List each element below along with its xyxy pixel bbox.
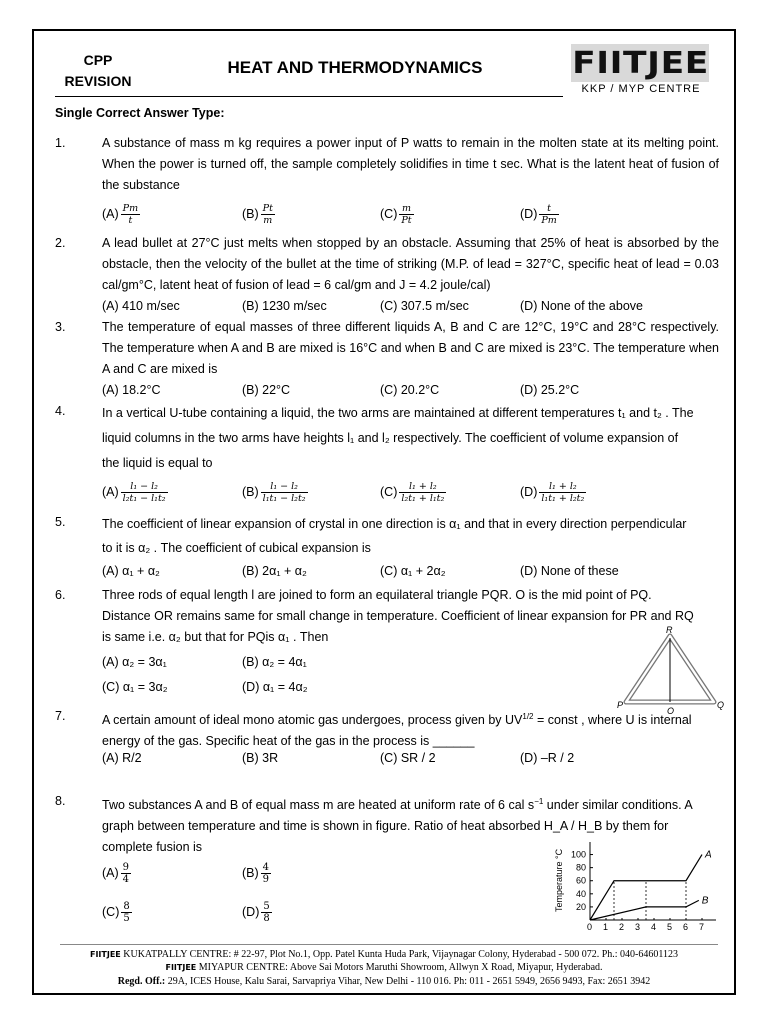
x-tick-label: 0 [587,922,593,932]
option-b: (B) $\frac{\text{l₁ − l₂}}{\text{l₁t₁ − l₂t₂}}$ [242,481,306,504]
option-b: (B) 3R [242,751,279,765]
option-a: (A) α₁ + α₂ [102,564,160,578]
section-title: Single Correct Answer Type: [55,106,225,120]
label-r: R [666,625,673,635]
centre-label: KKP / MYP CENTRE [581,83,701,95]
option-c: (C) α₁ + 2α₂ [380,564,446,578]
x-tick-label: 2 [619,922,625,932]
question-text: Three rods of equal length l are joined to form an equilateral triangle PQR. O is the mid point of PQ. Distance OR remains same for small change in temperature. Coefficient of linear expansion for PR and RQ is same i.e. α₂ but that for PQis α₁ . Then [102,588,694,644]
label-p: P [617,700,624,710]
option-c: (C) $\frac{m}{Pt}$ [380,203,412,226]
option-c: (C) α₁ = 3α₂ [102,680,168,694]
footer-miyapur: FIITJEE MIYAPUR CENTRE: Above Sai Motors Maruthi Showroom, Allwyn X Road, Miyapur, Hyderabad. [165,962,603,973]
y-tick-label: 100 [570,849,586,860]
option-a: (A) $\frac{Pm}{t}$ [102,203,139,226]
x-tick-label: 1 [603,922,609,932]
cpp-revision-label: CPP REVISION [64,52,132,89]
question-number: 6. [55,588,66,602]
question-text: The coefficient of linear expansion of crystal in one direction is α₁ and that in every direction perpendicular to it is α₂ . The coefficient of cubical expansion is [102,517,687,555]
x-tick-label: 3 [635,922,641,932]
label-o: O [667,706,675,714]
title-underline [55,96,563,97]
page-title: HEAT AND THERMODYNAMICS [227,58,483,77]
option-a: (A) 18.2°C [102,383,161,397]
option-a: (A) R/2 [102,751,142,765]
x-tick-label: 5 [667,922,673,932]
y-tick-label: 40 [575,888,586,899]
option-b: (B) 2α₁ + α₂ [242,564,307,578]
option-d: (D) $\frac{5}{8}$ [242,901,270,924]
x-tick-label: 4 [651,922,657,932]
series-label-b: B [701,895,709,907]
question-text: A certain amount of ideal mono atomic gas undergoes, process given by $UV^{1/2}$ = const , where U is internal energy of the gas. Specific heat of the gas in the process is ______ [102,712,692,749]
option-b: (B) 22°C [242,383,291,397]
x-tick-label: 7 [699,922,705,932]
x-tick-label: 6 [683,922,689,932]
question-text: The temperature of equal masses of three different liquids A, B and C are 12°C, 19°C and 28°C respectively. The temperature when A and B are mixed is 16°C and when B and C are mixed is 23°C. The temperature when A and C are mixed is [102,320,719,376]
option-d: (D) None of the above [520,299,643,313]
y-tick-label: 20 [575,901,586,912]
option-a: (A) α₂ = 3α₁ [102,655,167,669]
option-a: (A) $\frac{\text{l₁ − l₂}}{\text{l₂t₁ − l₁t₂}}$ [102,481,166,504]
option-c: (C) $\frac{8}{5}$ [102,901,130,924]
option-d: (D) None of these [520,564,619,578]
question-number: 4. [55,404,66,418]
footer-divider [60,944,718,945]
question-number: 1. [55,136,66,150]
option-d: (D) –R / 2 [520,751,575,765]
option-d: (D) $\frac{t}{Pm}$ [520,203,557,226]
series-label-a: A [705,849,712,861]
option-c: (C) 307.5 m/sec [380,299,469,313]
series-line-b [590,900,699,920]
question-number: 7. [55,709,66,723]
y-tick-label: 80 [575,862,586,873]
temperature-time-chart [548,840,724,936]
triangle-figure [612,624,732,714]
question-number: 3. [55,320,66,334]
option-b: (B) $\frac{Pt}{m}$ [242,203,273,226]
option-d: (D) 25.2°C [520,383,580,397]
option-c: (C) SR / 2 [380,751,436,765]
option-c: (C) $\frac{\text{l₁ + l₂}}{\text{l₂t₁ + l₁t₂}}$ [380,481,445,504]
question-number: 5. [55,515,66,529]
question-number: 8. [55,794,66,808]
option-b: (B) $\frac{4}{9}$ [242,862,270,885]
y-axis-label: Temperature °C [554,848,564,912]
question-text: In a vertical U-tube containing a liquid, the two arms are maintained at different temperatures t₁ and t₂ . The liquid columns in the two arms have heights l₁ and l₂ respectively. The coefficient of volume expansion of the liquid is equal to [102,406,694,470]
y-tick-label: 60 [575,875,586,886]
question-text: Two substances A and B of equal mass m are heated at uniform rate of 6 cal $s^{-1}$ under similar conditions. A graph between temperature and time is shown in figure. Ratio of heat absorbed H_A / H_B by them for complete fusion is [102,797,693,855]
option-d: (D) α₁ = 4α₂ [242,680,308,694]
option-b: (B) α₂ = 4α₁ [242,655,307,669]
footer-regd-office: Regd. Off.: 29A, ICES House, Kalu Sarai, Sarvapriya Vihar, New Delhi - 110 016. Ph: 011 - 2651 5949, 2656 9493, Fax: 2651 3942 [117,976,651,987]
question-number: 2. [55,236,66,250]
question-text: A lead bullet at 27°C just melts when stopped by an obstacle. Assuming that 25% of heat is absorbed by the obstacle, then the velocity of the bullet at the time of striking (M.P. of lead = 327°C, specific heat of lead = 0.03 cal/gm°C, latent heat of fusion of lead = 6 cal/gm and J = 4.2 joule/cal) [102,236,719,292]
fiitjee-logo: FIITJEE [571,45,709,81]
option-a: (A) $\frac{9}{4}$ [102,862,130,885]
option-c: (C) 20.2°C [380,383,440,397]
label-q: Q [717,700,725,710]
option-a: (A) 410 m/sec [102,299,180,313]
option-d: (D) $\frac{\text{l₁ + l₂}}{\text{l₁t₁ + l₂t₂}}$ [520,481,585,504]
option-b: (B) 1230 m/sec [242,299,327,313]
footer-kukatpally: FIITJEE KUKATPALLY CENTRE: # 22-97, Plot No.1, Opp. Patel Kunta Huda Park, Vijaynagar Colony, Hyderabad - 500 072. Ph.: 040-64601123 [89,949,679,960]
question-text: A substance of mass m kg requires a power input of P watts to remain in the molten state at its melting point. When the power is turned off, the sample completely solidifies in time t sec. What is the latent heat of fusion of the substance [102,136,719,192]
